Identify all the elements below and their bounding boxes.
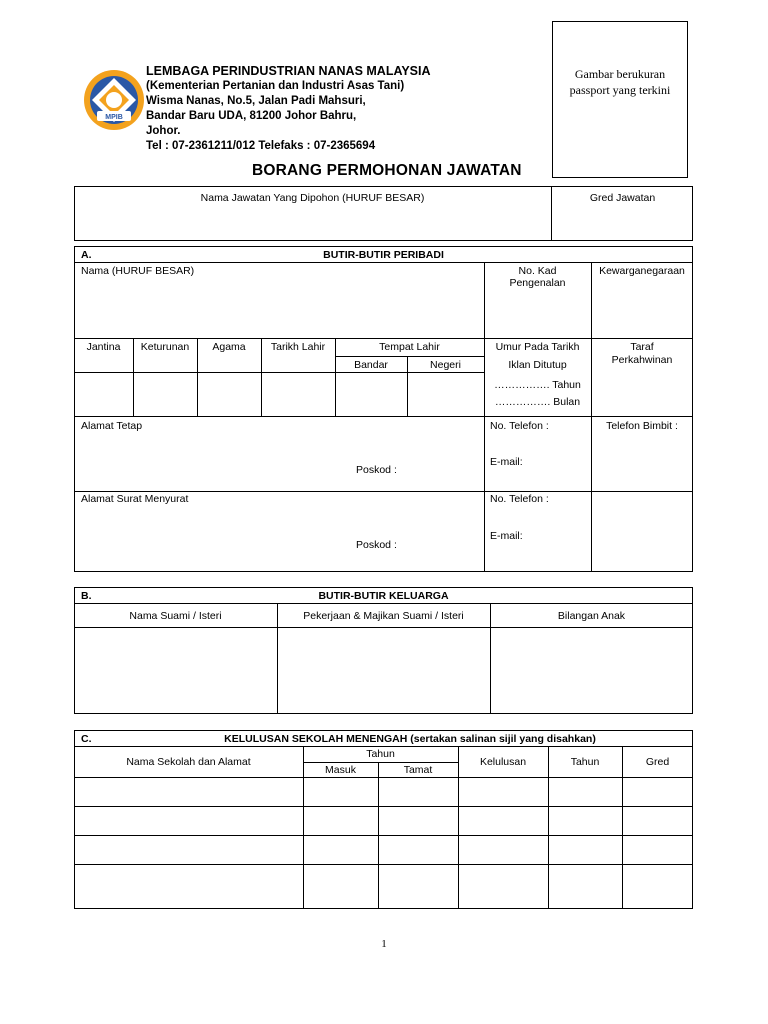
name-label: Nama (HURUF BESAR) — [81, 265, 195, 277]
mpib-logo — [83, 69, 145, 131]
org-ministry: (Kementerian Pertanian dan Industri Asas Tani) — [146, 80, 405, 92]
religion-label: Agama — [212, 341, 246, 353]
school-row-1[interactable] — [75, 778, 692, 805]
spouse-name-label: Nama Suami / Isteri — [129, 610, 222, 622]
mailing-address-field[interactable] — [75, 508, 483, 570]
spouse-job-field[interactable] — [278, 628, 489, 713]
section-b-title: BUTIR-BUTIR KELUARGA — [318, 590, 449, 602]
permanent-address-label: Alamat Tetap — [81, 420, 143, 432]
gender-label: Jantina — [86, 341, 121, 353]
spouse-job-label: Pekerjaan & Majikan Suami / Isteri — [303, 610, 464, 622]
ic-label-line-2: Pengenalan — [509, 277, 566, 289]
qualification-label: Kelulusan — [479, 756, 527, 768]
mailing-email-label: E-mail: — [490, 530, 523, 542]
children-count-field[interactable] — [491, 628, 692, 713]
mailing-address-label: Alamat Surat Menyurat — [81, 493, 189, 505]
permanent-address-field[interactable] — [75, 435, 483, 490]
name-field[interactable] — [75, 280, 483, 337]
position-grade-label: Gred Jawatan — [589, 192, 656, 204]
children-count-label: Bilangan Anak — [557, 610, 626, 622]
position-applied-label: Nama Jawatan Yang Dipohon (HURUF BESAR) — [200, 192, 425, 204]
section-c-title: KELULUSAN SEKOLAH MENENGAH (sertakan salinan sijil yang disahkan) — [224, 733, 596, 745]
year-label: Tahun — [366, 748, 395, 760]
age-label-line-1: Umur Pada Tarikh — [495, 341, 580, 353]
mailing-phone-label: No. Telefon : — [490, 493, 549, 505]
photo-instruction-line-1: Gambar berukuran — [574, 67, 666, 81]
year-enter-label: Masuk — [325, 764, 356, 776]
permanent-email-label: E-mail: — [490, 456, 523, 468]
pob-state-label: Negeri — [430, 359, 461, 371]
pob-town-label: Bandar — [354, 359, 388, 371]
org-address-line-3: Johor. — [146, 125, 181, 137]
marital-label-line-1: Taraf — [630, 341, 654, 353]
mailing-postcode-label: Poskod : — [356, 539, 397, 551]
organization-info — [146, 64, 431, 154]
section-a-letter: A. — [81, 249, 92, 261]
school-row-2[interactable] — [75, 807, 692, 834]
position-grade-field[interactable] — [552, 206, 692, 240]
org-address-line-2: Bandar Baru UDA, 81200 Johor Bahru, — [146, 110, 357, 122]
section-a-title: BUTIR-BUTIR PERIBADI — [323, 249, 444, 261]
photo-box[interactable] — [552, 21, 688, 178]
grade-label: Gred — [645, 756, 670, 768]
school-name-label: Nama Sekolah dan Alamat — [126, 756, 251, 768]
year-finish-label: Tamat — [403, 764, 433, 776]
dob-field[interactable] — [262, 373, 334, 415]
pob-label: Tempat Lahir — [379, 341, 440, 353]
svg-text:MPIB: MPIB — [105, 114, 123, 121]
age-months-field[interactable]: ……………. Bulan — [494, 396, 581, 408]
citizenship-label: Kewarganegaraan — [599, 265, 685, 277]
age-years-field[interactable]: ……………. Tahun — [494, 379, 581, 391]
dob-label: Tarikh Lahir — [270, 341, 326, 353]
ic-label-line-1: No. Kad — [518, 265, 557, 277]
permanent-phone-label: No. Telefon : — [490, 420, 549, 432]
org-telephone: Tel : 07-2361211/012 Telefaks : 07-2365694 — [146, 140, 376, 152]
age-label-line-2: Iklan Ditutup — [508, 359, 567, 371]
section-b-letter: B. — [81, 590, 92, 602]
religion-field[interactable] — [198, 373, 260, 415]
pob-town-field[interactable] — [336, 373, 406, 415]
spouse-name-field[interactable] — [75, 628, 276, 713]
pob-state-field[interactable] — [408, 373, 483, 415]
school-row-4[interactable] — [75, 865, 692, 908]
permanent-postcode-label: Poskod : — [356, 464, 397, 476]
position-applied-field[interactable] — [74, 206, 551, 240]
section-c-letter: C. — [81, 733, 92, 745]
page-number: 1 — [381, 938, 387, 950]
photo-instruction-line-2: passport yang terkini — [569, 83, 671, 97]
form-title: BORANG PERMOHONAN JAWATAN — [252, 162, 522, 179]
school-row-3[interactable] — [75, 836, 692, 863]
marital-label-line-2: Perkahwinan — [611, 354, 673, 366]
org-name: LEMBAGA PERINDUSTRIAN NANAS MALAYSIA — [146, 64, 431, 78]
race-field[interactable] — [134, 373, 196, 415]
qualification-year-label: Tahun — [570, 756, 600, 768]
mobile-phone-label: Telefon Bimbit : — [606, 420, 678, 432]
race-label: Keturunan — [140, 341, 190, 353]
gender-field[interactable] — [75, 373, 132, 415]
org-address-line-1: Wisma Nanas, No.5, Jalan Padi Mahsuri, — [146, 95, 366, 107]
